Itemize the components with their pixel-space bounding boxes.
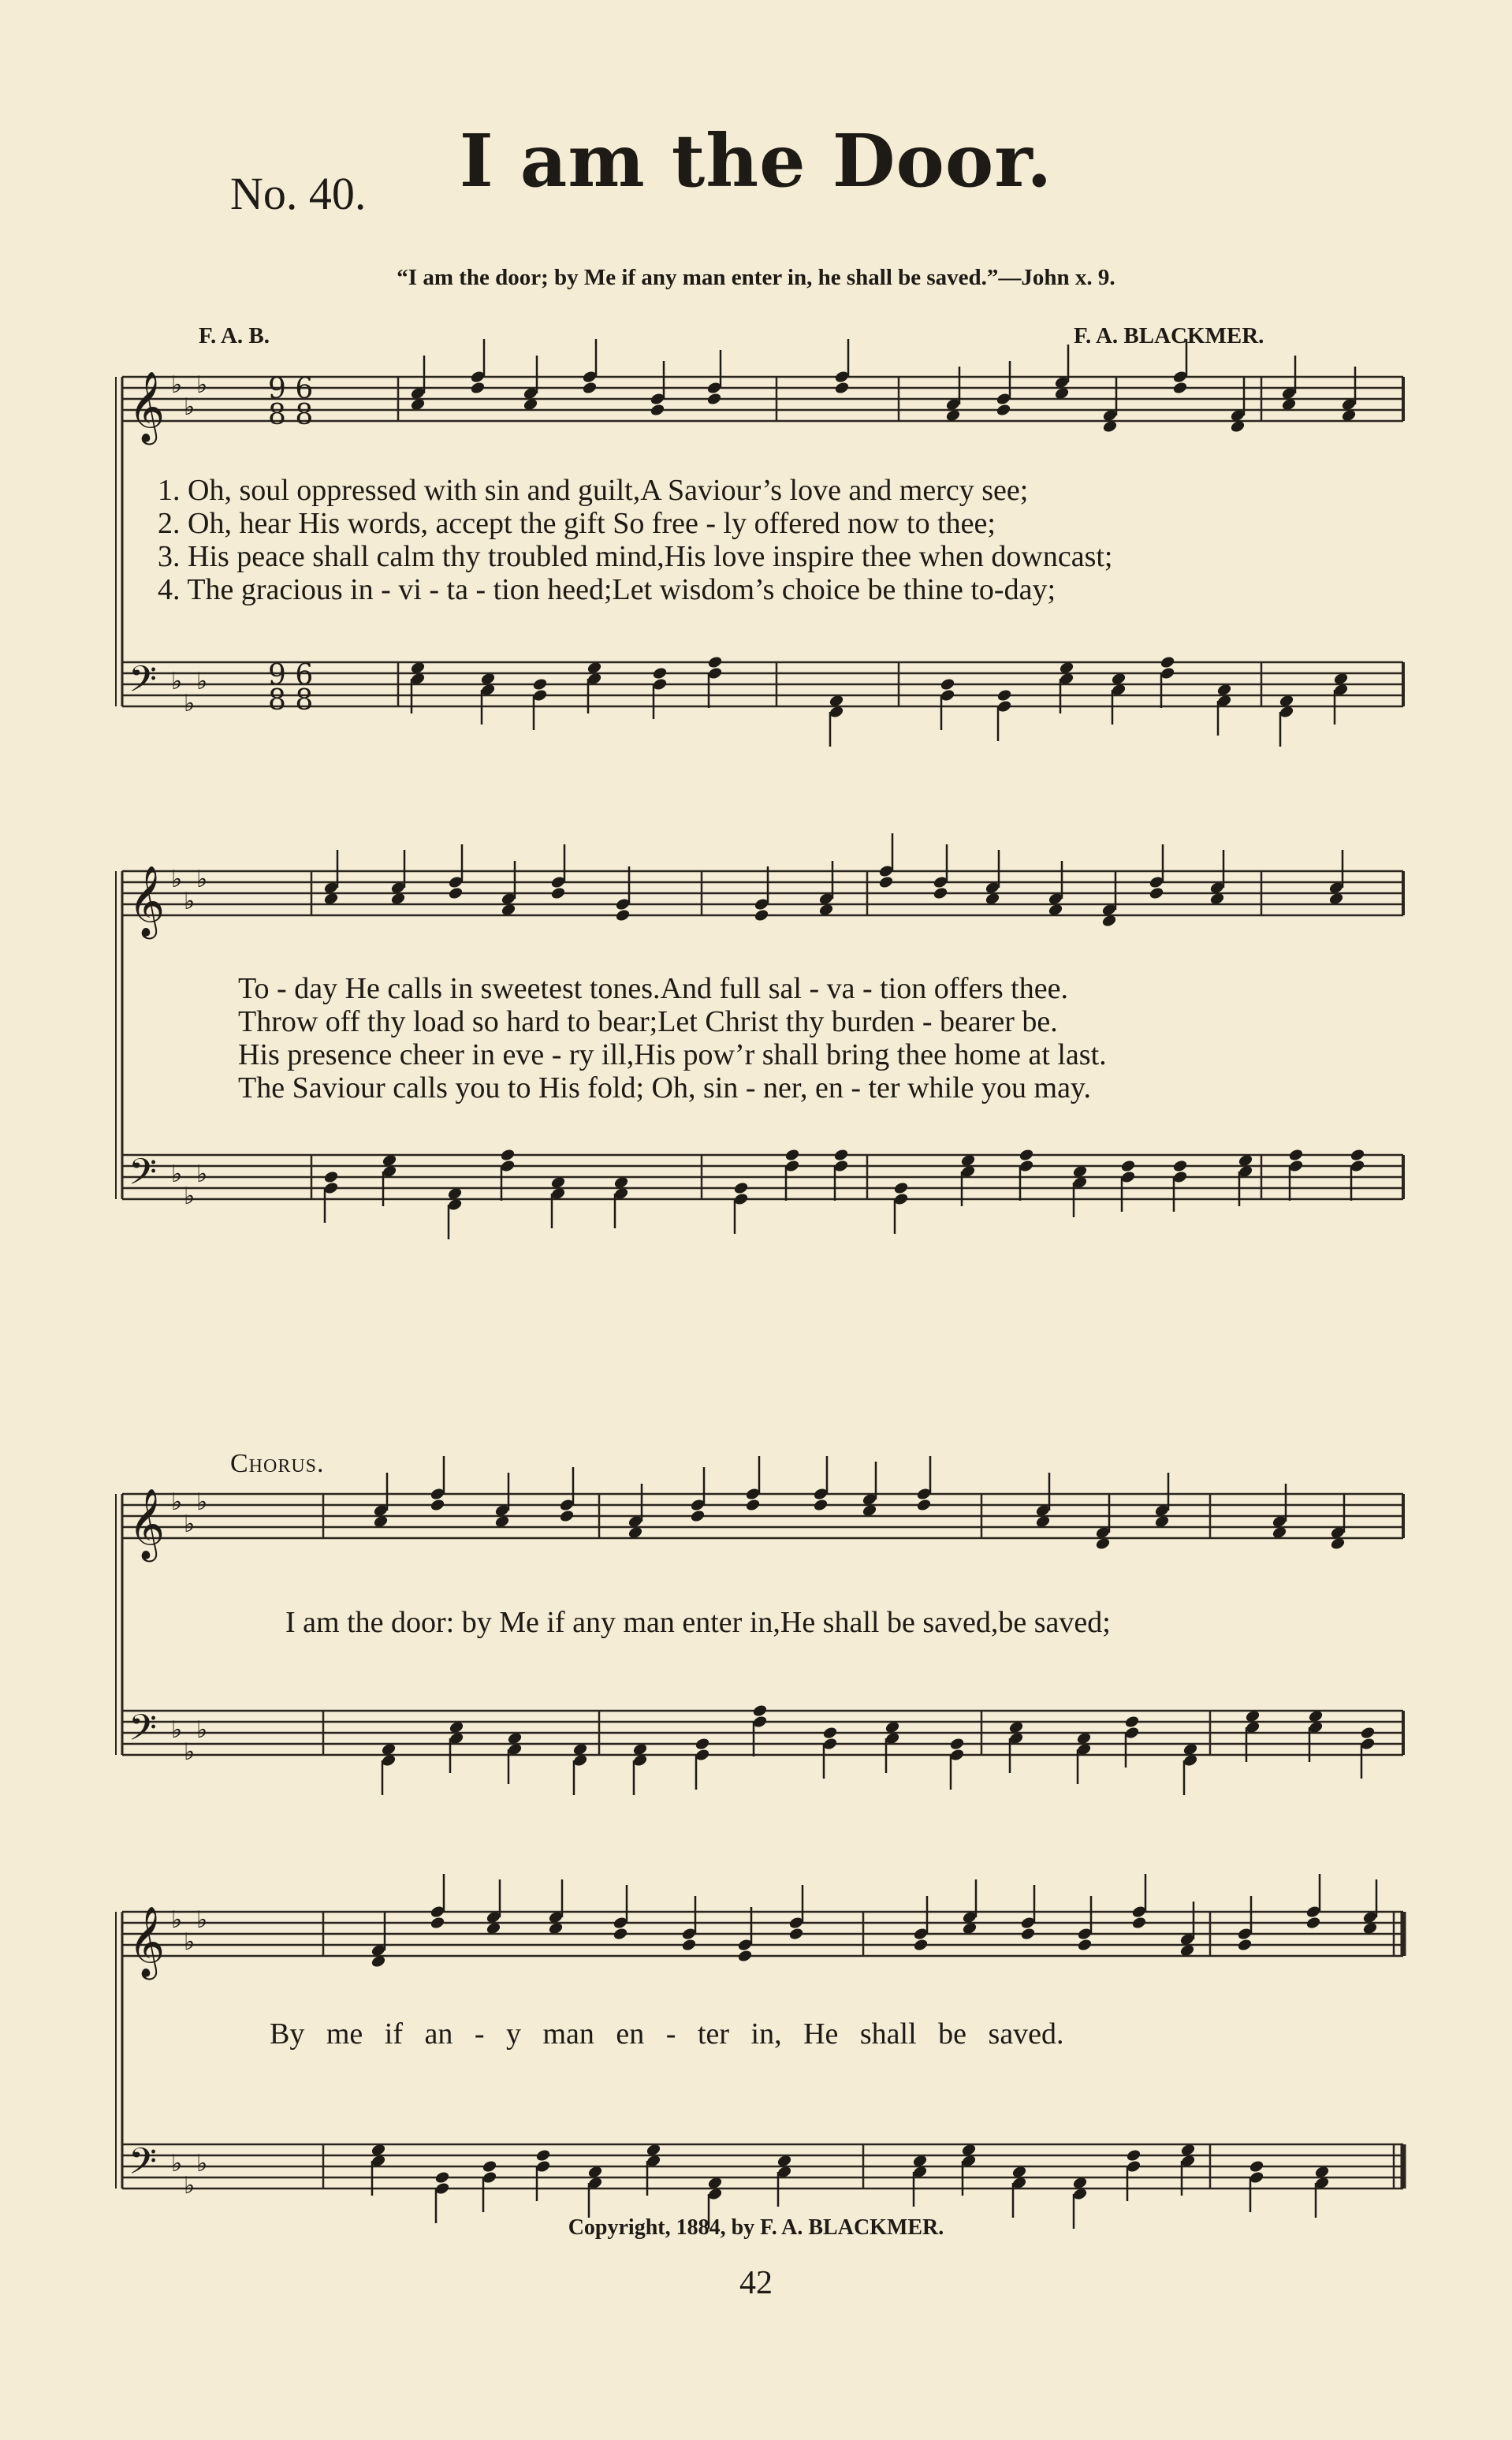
note-head xyxy=(788,1927,804,1941)
note-head xyxy=(1237,1938,1253,1952)
flat-icon: ♭ xyxy=(196,668,208,695)
flat-icon: ♭ xyxy=(196,2150,208,2177)
note-head xyxy=(933,886,948,900)
note-head xyxy=(550,886,566,900)
note-head xyxy=(695,1737,710,1751)
flat-icon: ♭ xyxy=(184,1738,196,1766)
note-head xyxy=(706,392,722,406)
note-head xyxy=(1131,1916,1147,1930)
flat-icon: ♭ xyxy=(171,1716,183,1744)
bass-clef-icon: 𝄢 xyxy=(128,1151,158,1202)
note-head xyxy=(650,403,665,417)
flat-icon: ♭ xyxy=(171,2150,183,2177)
time-signature-top: 9 6 xyxy=(268,373,314,405)
note-head xyxy=(996,403,1011,417)
note-head xyxy=(690,1509,706,1523)
page-number: 42 xyxy=(739,2265,773,2301)
note-head xyxy=(913,1938,929,1952)
flat-icon: ♭ xyxy=(171,1488,183,1516)
note-head xyxy=(434,2170,450,2185)
note-head xyxy=(535,2148,551,2162)
chorus-lyric-1: I am the door: by Me if any man enter in,He shall be saved,be saved; xyxy=(285,1606,1111,1639)
note-head xyxy=(949,1737,965,1751)
treble-clef-icon: 𝄞 xyxy=(128,1488,166,1559)
note-head xyxy=(813,1498,829,1512)
note-head xyxy=(1249,2159,1264,2174)
note-head xyxy=(916,1498,932,1512)
note-head xyxy=(1360,1726,1376,1740)
copyright-notice: Copyright, 1884, by F. A. BLACKMER. xyxy=(568,2215,944,2240)
note-head xyxy=(733,1181,749,1195)
note-head xyxy=(652,666,668,680)
note-head xyxy=(784,1148,800,1162)
flat-icon: ♭ xyxy=(184,1928,196,1956)
note-head xyxy=(822,1726,838,1740)
note-head xyxy=(737,1949,753,1963)
words-author: F. A. B. xyxy=(199,323,270,348)
note-head xyxy=(430,1916,445,1930)
note-head xyxy=(754,908,769,922)
note-head xyxy=(834,381,850,395)
verse-line-4a: 4. The gracious in - vi - ta - tion heed;Let wisdom’s choice be thine to-day; xyxy=(158,573,1056,606)
flat-icon: ♭ xyxy=(171,371,183,399)
flat-icon: ♭ xyxy=(196,1488,208,1516)
flat-icon: ♭ xyxy=(196,1716,208,1744)
note-head xyxy=(1305,1916,1321,1930)
note-head xyxy=(1172,381,1188,395)
note-head xyxy=(1350,1148,1365,1162)
flat-icon: ♭ xyxy=(184,690,196,717)
flat-icon: ♭ xyxy=(196,1160,208,1188)
note-head xyxy=(1160,655,1175,669)
flat-icon: ♭ xyxy=(171,668,183,695)
verse-line-2a: 2. Oh, hear His words, accept the gift So free - ly offered now to thee; xyxy=(158,507,996,540)
note-head xyxy=(482,2159,497,2174)
note-head xyxy=(681,1938,697,1952)
note-head xyxy=(940,677,955,691)
note-head xyxy=(1149,886,1164,900)
treble-clef-icon: 𝄞 xyxy=(128,1906,166,1977)
note-head xyxy=(430,1498,445,1512)
music-composer: F. A. BLACKMER. xyxy=(1074,323,1264,348)
flat-icon: ♭ xyxy=(184,888,196,915)
time-signature-top: 9 6 xyxy=(268,659,314,691)
note-head xyxy=(448,886,464,900)
note-head xyxy=(996,688,1012,702)
verse-line-1b: To - day He calls in sweetest tones.And full sal - va - tion offers thee. xyxy=(238,972,1068,1005)
note-head xyxy=(1288,1148,1304,1162)
note-head xyxy=(532,677,548,691)
note-head xyxy=(615,908,631,922)
flat-icon: ♭ xyxy=(184,393,196,421)
flat-icon: ♭ xyxy=(171,866,183,893)
note-head xyxy=(1124,1715,1140,1729)
verse-line-4b: The Saviour calls you to His fold; Oh, sin - ner, en - ter while you may. xyxy=(238,1071,1091,1105)
note-head xyxy=(559,1509,575,1523)
note-head xyxy=(323,1170,339,1184)
verse-line-2b: Throw off thy load so hard to bear;Let Christ thy burden - bearer be. xyxy=(238,1005,1058,1038)
treble-clef-icon: 𝄞 xyxy=(128,371,166,442)
flat-icon: ♭ xyxy=(184,2172,196,2200)
note-head xyxy=(1077,1938,1093,1952)
hymn-number: No. 40. xyxy=(230,168,367,219)
note-head xyxy=(613,1927,628,1941)
flat-icon: ♭ xyxy=(171,1160,183,1188)
bass-clef-icon: 𝄢 xyxy=(128,2140,158,2192)
note-head xyxy=(1120,1159,1136,1173)
time-signature-bottom: 8 8 xyxy=(268,684,314,717)
time-signature-bottom: 8 8 xyxy=(268,399,314,431)
verse-line-3a: 3. His peace shall calm thy troubled mind,His love inspire thee when downcast; xyxy=(158,540,1113,573)
note-head xyxy=(1019,1148,1034,1162)
note-head xyxy=(878,875,894,889)
flat-icon: ♭ xyxy=(171,1906,183,1934)
bass-clef-icon: 𝄢 xyxy=(128,1707,158,1758)
flat-icon: ♭ xyxy=(196,866,208,893)
note-head xyxy=(833,1148,849,1162)
note-head xyxy=(707,655,723,669)
scripture-quote: “I am the door; by Me if any man enter in, he shall be saved.”—John x. 9. xyxy=(397,265,1115,290)
flat-icon: ♭ xyxy=(196,1906,208,1934)
chorus-lyric-2: By me if an - y man en - ter in, He shall be saved. xyxy=(270,2017,1064,2051)
hymn-title: I am the Door. xyxy=(459,118,1053,203)
flat-icon: ♭ xyxy=(184,1511,196,1538)
note-head xyxy=(752,1704,768,1718)
note-head xyxy=(1126,2148,1141,2162)
note-head xyxy=(893,1181,909,1195)
bass-clef-icon: 𝄢 xyxy=(128,658,158,710)
verse-line-1a: 1. Oh, soul oppressed with sin and guilt,A Saviour’s love and mercy see; xyxy=(158,474,1029,507)
note-head xyxy=(582,381,598,395)
verse-line-3b: His presence cheer in eve - ry ill,His pow’r shall bring thee home at last. xyxy=(238,1038,1107,1071)
note-head xyxy=(745,1498,761,1512)
flat-icon: ♭ xyxy=(184,1183,196,1210)
note-head xyxy=(1172,1159,1188,1173)
chorus-label: Chorus. xyxy=(230,1449,325,1478)
note-head xyxy=(470,381,486,395)
treble-clef-icon: 𝄞 xyxy=(128,866,166,937)
note-head xyxy=(1020,1927,1036,1941)
note-head xyxy=(500,1148,516,1162)
flat-icon: ♭ xyxy=(196,371,208,399)
